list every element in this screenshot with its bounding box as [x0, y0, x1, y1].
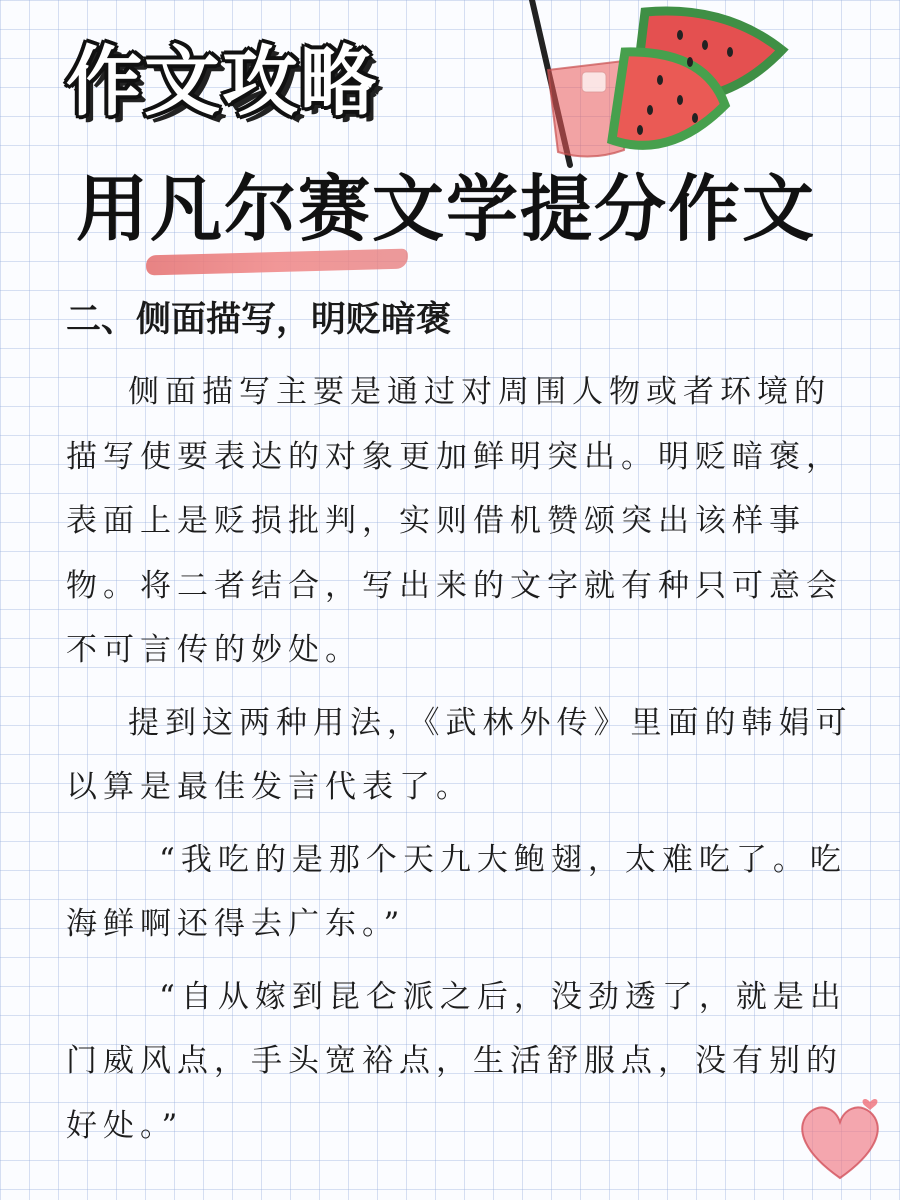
- page-subtitle: 用凡尔赛文学提分作文: [76, 167, 817, 251]
- quote-paragraph: “自从嫁到昆仑派之后，没劲透了，就是出门威风点，手头宽裕点，生活舒服点，没有别的好处。”: [66, 978, 847, 1144]
- watermelon-drink-illustration: [520, 0, 820, 175]
- paragraph: 侧面描写主要是通过对周围人物或者环境的描写使要表达的对象更加鲜明突出。明贬暗褒，表面上是贬损批判，实则借机赞颂突出该样事物。将二者结合，写出来的文字就有种只可意会不可言传的妙处。: [66, 374, 843, 668]
- quote-paragraph: “我吃的是那个天九大鲍翅，太难吃了。吃海鲜啊还得去广东。”: [66, 841, 847, 942]
- heart-doodle: [790, 1090, 890, 1185]
- highlight-underline: [146, 249, 408, 276]
- article-body: [66, 360, 866, 1158]
- page-title: 作文攻略: [66, 37, 378, 126]
- section-heading: 二、侧面描写，明贬暗褒: [66, 300, 452, 340]
- paragraph: 提到这两种用法，《武林外传》里面的韩娟可以算是最佳发言代表了。: [66, 704, 853, 805]
